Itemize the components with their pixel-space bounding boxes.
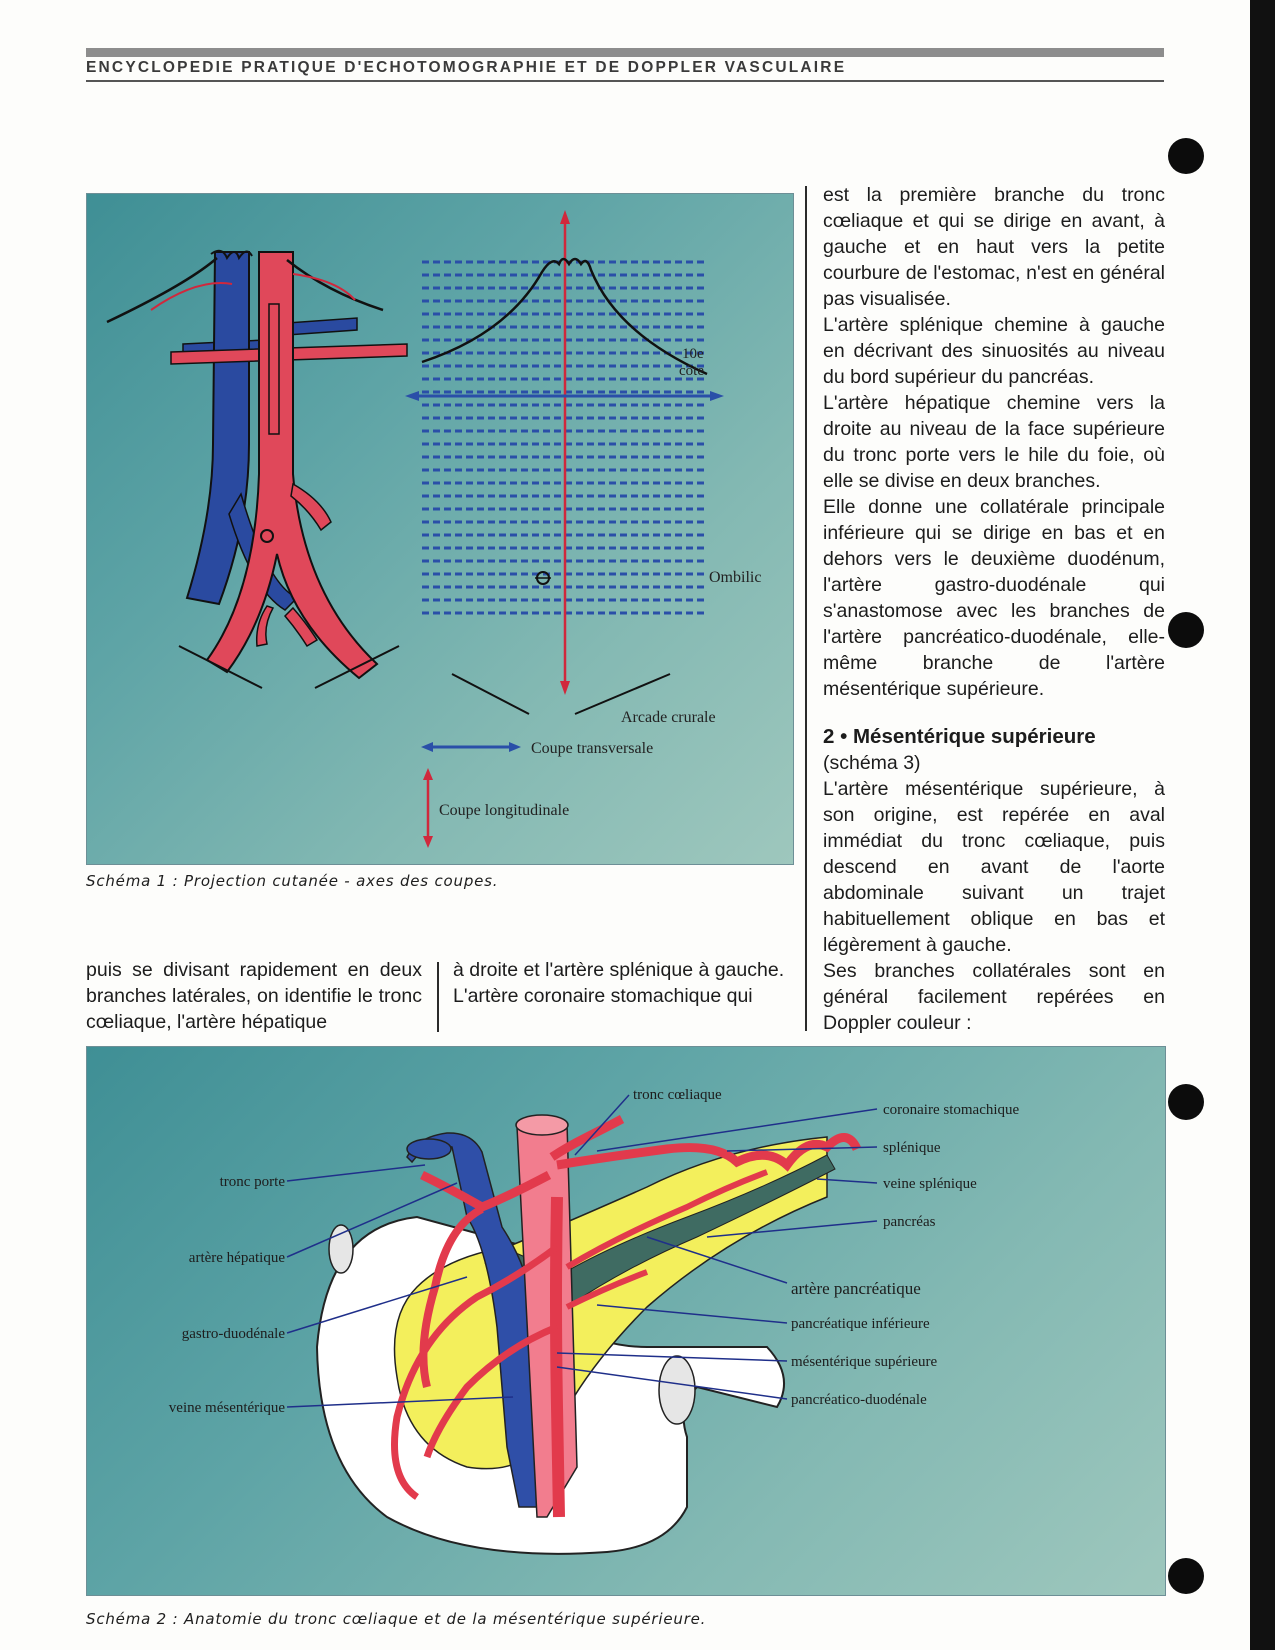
paragraph: L'artère coronaire stomachique qui: [453, 985, 753, 1007]
section-subheading: (schéma 3): [823, 752, 921, 774]
label-artere-hepatique: artère hépatique: [188, 1250, 285, 1266]
figure-1: [86, 193, 794, 865]
running-header: ENCYCLOPEDIE PRATIQUE D'ECHOTOMOGRAPHIE ET DE DOPPLER VASCULAIRE: [86, 59, 847, 76]
figure-2-illustration: [87, 1047, 1165, 1595]
scanner-edge: [1250, 0, 1275, 1650]
right-text-column: [823, 182, 1165, 1036]
paragraph: Elle donne une collatérale principale inférieure qui se dirige en bas et en dehors vers le deuxième duodénum, l'artère gastro-duodénale qui s'anastomose avec les branches de l'artère pancréatico-duodénale, elle-même branche de l'artère mésentérique supérieure.: [823, 496, 1165, 700]
binder-hole: [1168, 1558, 1204, 1594]
label-artere-pancreatique: artère pancréatique: [791, 1279, 921, 1298]
header-rule: [86, 80, 1164, 82]
binder-hole: [1168, 1084, 1204, 1120]
paragraph: L'artère mésentérique supérieure, à son origine, est repérée en aval immédiat du tronc cœliaque, puis descend en avant de l'aorte abdominale suivant un trajet habituellement oblique en bas et légèrement à gauche.: [823, 778, 1165, 956]
header-bar: [86, 48, 1164, 57]
paragraph: est la première branche du tronc cœliaque et qui se dirige en avant, à gauche et en haut vers la petite courbure de l'estomac, n'est en général pas visualisée.: [823, 184, 1165, 310]
longitudinal-cut-label: Coupe longitudinale: [439, 802, 570, 819]
paragraph: L'artère splénique chemine à gauche en décrivant des sinuosités au niveau du bord supérieur du pancréas.: [823, 314, 1165, 388]
label-mesenterique-superieure: mésentérique supérieure: [791, 1354, 938, 1370]
figure-1-caption: Schéma 1 : Projection cutanée - axes des coupes.: [86, 872, 499, 890]
rib-label-word: côte: [679, 363, 704, 379]
label-veine-splenique: veine splénique: [883, 1176, 977, 1192]
paragraph: Ses branches collatérales sont en général facilement repérées en Doppler couleur :: [823, 960, 1165, 1034]
crural-arch-line: [452, 674, 529, 714]
binder-hole: [1168, 612, 1204, 648]
label-pancreas: pancréas: [883, 1214, 936, 1230]
binder-hole: [1168, 138, 1204, 174]
paragraph: puis se divisant rapidement en deux branches latérales, on identifie le tronc cœliaque, l'artère hépatique: [86, 959, 422, 1033]
middle-text-column: [453, 957, 793, 1009]
rib-label-number: 10e: [682, 346, 704, 362]
figure-2: [86, 1046, 1166, 1596]
section-heading: 2 • Mésentérique supérieure: [823, 725, 1096, 748]
label-coronaire-stomachique: coronaire stomachique: [883, 1102, 1020, 1118]
label-splenique: splénique: [883, 1140, 941, 1156]
label-tronc-porte: tronc porte: [219, 1174, 285, 1190]
column-rule: [805, 186, 807, 1031]
vessel-diagram: [107, 251, 407, 688]
label-pancreatique-inferieure: pancréatique inférieure: [791, 1316, 930, 1332]
anatomy-drawing: [317, 1115, 857, 1554]
crural-arch-line: [575, 674, 670, 714]
left-text-column: [86, 957, 422, 1035]
transverse-cut-label: Coupe transversale: [531, 740, 654, 757]
crural-arch-label: Arcade crurale: [621, 709, 716, 726]
label-tronc-coeliaque: tronc cœliaque: [633, 1087, 722, 1103]
column-rule: [437, 962, 439, 1032]
label-veine-mesenterique: veine mésentérique: [168, 1400, 285, 1416]
paragraph: L'artère hépatique chemine vers la droite au niveau de la face supérieure du tronc porte vers le hile du foie, où elle se divise en deux branches.: [823, 392, 1165, 492]
umbilicus-label: Ombilic: [709, 569, 762, 586]
figure-2-caption: Schéma 2 : Anatomie du tronc cœliaque et de la mésentérique supérieure.: [86, 1610, 707, 1628]
label-pancreatico-duodenale: pancréatico-duodénale: [791, 1392, 927, 1408]
figure-1-illustration: [87, 194, 793, 864]
label-gastro-duodenale: gastro-duodénale: [181, 1326, 285, 1342]
paragraph: à droite et l'artère splénique à gauche.: [453, 959, 785, 981]
